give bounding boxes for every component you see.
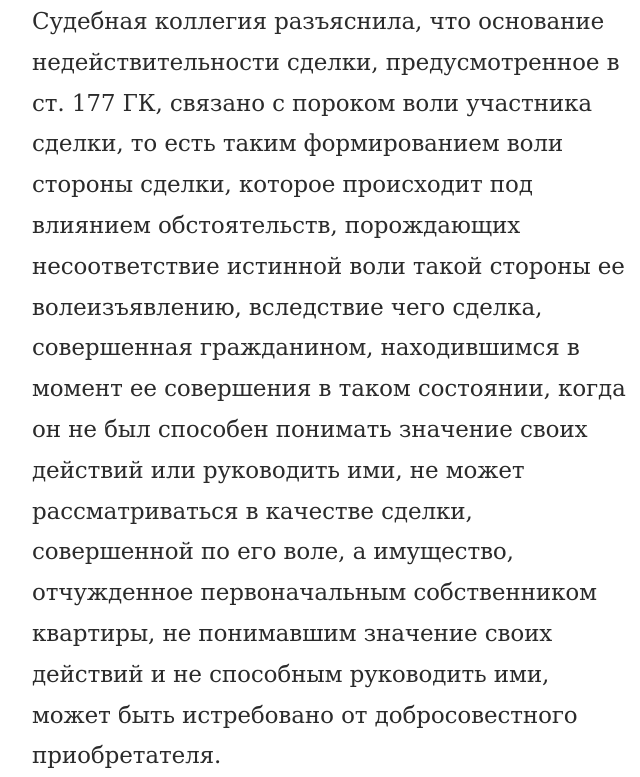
paragraph-line: действий или руководить ими, не может	[32, 457, 525, 484]
paragraph-line: несоответствие истинной воли такой стороны ее	[32, 253, 625, 280]
paragraph-line: рассматриваться в качестве сделки,	[32, 498, 473, 525]
paragraph-line: стороны сделки, которое происходит под	[32, 172, 533, 199]
paragraph-line: волеизъявлению, вследствие чего сделка,	[32, 294, 543, 321]
paragraph-line: ст. 177 ГК, связано с пороком воли участника	[32, 90, 592, 117]
paragraph-line: совершенная гражданином, находившимся в	[32, 335, 580, 362]
paragraph-line: он не был способен понимать значение своих	[32, 416, 588, 443]
paragraph-line: влиянием обстоятельств, порождающих	[32, 212, 521, 239]
paragraph-line: квартиры, не понимавшим значение своих	[32, 620, 553, 647]
paragraph-line: может быть истребовано от добросовестного	[32, 702, 578, 729]
paragraph-line: недействительности сделки, предусмотренное в	[32, 49, 620, 76]
paragraph-line: совершенной по его воле, а имущество,	[32, 539, 514, 566]
paragraph-line: Судебная коллегия разъяснила, что основание	[32, 9, 605, 35]
paragraph-line: сделки, то есть таким формированием воли	[32, 131, 564, 158]
paragraph-line: отчужденное первоначальным собственником	[32, 580, 597, 607]
paragraph-line: действий и не способным руководить ими,	[32, 661, 550, 688]
paragraph-line: приобретателя.	[32, 743, 222, 770]
paragraph-line: момент ее совершения в таком состоянии, когда	[32, 376, 626, 403]
article-paragraph	[32, 2, 632, 777]
